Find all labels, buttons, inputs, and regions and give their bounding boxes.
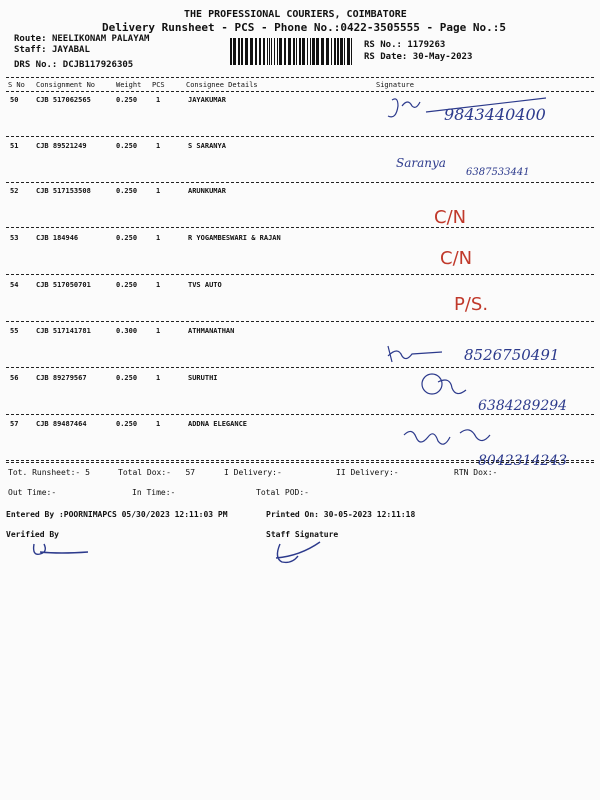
row-pcs: 1 xyxy=(156,420,161,428)
barcode-bar xyxy=(344,38,345,65)
row-sno: 52 xyxy=(10,187,19,195)
col-consignee: Consignee Details xyxy=(186,81,258,89)
rs-no-line xyxy=(364,40,445,50)
staff-signature-mark xyxy=(266,538,336,572)
row-weight: 0.250 xyxy=(116,96,138,104)
barcode-bar xyxy=(347,38,350,65)
signature-56 xyxy=(418,370,598,419)
col-sno: S No xyxy=(8,81,25,89)
col-signature: Signature xyxy=(376,81,414,89)
svg-text:C/N: C/N xyxy=(434,207,467,228)
verified-by: Verified By xyxy=(6,530,59,539)
row-sno: 56 xyxy=(10,374,19,382)
row-sno: 50 xyxy=(10,96,19,104)
totals-divider xyxy=(6,462,594,463)
drs-line xyxy=(14,60,133,70)
rs-no-value: 1179263 xyxy=(407,40,446,50)
barcode-bar xyxy=(312,38,315,65)
row-pcs: 1 xyxy=(156,234,161,242)
printed-on: Printed On: 30-05-2023 12:11:18 xyxy=(266,510,416,519)
barcode xyxy=(230,38,354,65)
barcode-bar xyxy=(299,38,301,65)
drs-value: DCJB117926305 xyxy=(62,60,134,70)
barcode-bar xyxy=(271,38,272,65)
ii-delivery: II Delivery:- xyxy=(336,468,399,477)
barcode-bar xyxy=(288,38,291,65)
svg-text:Saranya: Saranya xyxy=(396,156,446,170)
in-time: In Time:- xyxy=(132,488,176,497)
signature-55 xyxy=(384,340,584,374)
row-weight: 0.250 xyxy=(116,187,138,195)
verifier-signature xyxy=(30,540,100,564)
row-consignment-no: CJB 517153508 xyxy=(36,187,91,195)
signature-54 xyxy=(454,290,514,324)
row-consignee: SURUTHI xyxy=(188,374,218,382)
row-consignee: ARUNKUMAR xyxy=(188,187,226,195)
barcode-bar xyxy=(274,38,275,65)
barcode-bar xyxy=(267,38,268,65)
col-weight: Weight xyxy=(116,81,142,89)
row-pcs: 1 xyxy=(156,374,161,382)
barcode-bar xyxy=(230,38,232,65)
row-weight: 0.300 xyxy=(116,327,138,335)
row-sno: 53 xyxy=(10,234,19,242)
signature-53 xyxy=(440,244,500,278)
row-weight: 0.250 xyxy=(116,234,138,242)
signature-52 xyxy=(434,203,494,237)
total-dox xyxy=(118,468,195,477)
drs-label: DRS No.: xyxy=(14,60,58,70)
barcode-bar xyxy=(245,38,248,65)
row-consignment-no: CJB 89521249 xyxy=(36,142,87,150)
barcode-bar xyxy=(351,38,352,65)
signature-57 xyxy=(400,425,590,474)
i-delivery: I Delivery:- xyxy=(224,468,282,477)
entered-by: Entered By :POORNIMAPCS 05/30/2023 12:11:03 PM xyxy=(6,510,228,519)
row-consignment-no: CJB 517062565 xyxy=(36,96,91,104)
row-pcs: 1 xyxy=(156,327,161,335)
barcode-bar xyxy=(259,38,261,65)
row-weight: 0.250 xyxy=(116,142,138,150)
route-value: NEELIKONAM PALAYAM xyxy=(51,34,150,44)
row-sno: 55 xyxy=(10,327,19,335)
barcode-bar xyxy=(277,38,278,65)
row-consignment-no: CJB 517050701 xyxy=(36,281,91,289)
row-weight: 0.250 xyxy=(116,420,138,428)
barcode-bar xyxy=(316,38,319,65)
col-consignment: Consignment No xyxy=(36,81,96,89)
staff-label: Staff: xyxy=(14,45,47,55)
row-weight: 0.250 xyxy=(116,281,138,289)
rs-date-label: RS Date: xyxy=(364,52,408,62)
barcode-bar xyxy=(269,38,270,65)
row-consignment-no: CJB 517141781 xyxy=(36,327,91,335)
tot-runsheet: Tot. Runsheet:- 5 xyxy=(8,468,90,477)
rs-date-value: 30-May-2023 xyxy=(412,52,473,62)
total-pod: Total POD:- xyxy=(256,488,309,497)
total-dox-label: Total Dox:- xyxy=(118,468,171,477)
barcode-bar xyxy=(284,38,286,65)
total-dox-value: 57 xyxy=(185,468,196,477)
row-consignment-no: CJB 89487464 xyxy=(36,420,87,428)
row-divider xyxy=(6,227,594,228)
row-consignee: ADDNA ELEGANCE xyxy=(188,420,248,428)
row-pcs: 1 xyxy=(156,187,161,195)
barcode-bar xyxy=(331,38,332,65)
row-sno: 51 xyxy=(10,142,19,150)
col-pcs: PCS xyxy=(152,81,165,89)
rs-no-label: RS No.: xyxy=(364,40,402,50)
svg-text:P/S.: P/S. xyxy=(454,294,489,315)
rs-date-line xyxy=(364,52,472,62)
row-consignee: JAYAKUMAR xyxy=(188,96,226,104)
barcode-bar xyxy=(255,38,257,65)
barcode-bar xyxy=(326,38,329,65)
header-top-divider xyxy=(6,77,594,78)
svg-text:6387533441: 6387533441 xyxy=(466,167,530,178)
row-sno: 57 xyxy=(10,420,19,428)
row-divider xyxy=(6,274,594,275)
row-consignment-no: CJB 89279567 xyxy=(36,374,87,382)
svg-text:6384289294: 6384289294 xyxy=(478,398,568,414)
barcode-bar xyxy=(334,38,336,65)
barcode-bar xyxy=(321,38,324,65)
barcode-bar xyxy=(337,38,339,65)
svg-text:8042314243: 8042314243 xyxy=(478,453,568,469)
row-pcs: 1 xyxy=(156,281,161,289)
route-line xyxy=(14,34,149,44)
barcode-bar xyxy=(340,38,343,65)
row-pcs: 1 xyxy=(156,142,161,150)
row-consignee: R YOGAMBESWARI & RAJAN xyxy=(188,234,281,242)
barcode-bar xyxy=(310,38,311,65)
row-weight: 0.250 xyxy=(116,374,138,382)
row-consignee: TVS AUTO xyxy=(188,281,222,289)
barcode-bar xyxy=(293,38,295,65)
route-label: Route: xyxy=(14,34,47,44)
staff-signature-label: Staff Signature xyxy=(266,530,339,539)
staff-value: JAYABAL xyxy=(51,45,90,55)
svg-text:9843440400: 9843440400 xyxy=(444,105,546,124)
barcode-bar xyxy=(250,38,253,65)
row-consignment-no: CJB 184946 xyxy=(36,234,79,242)
signature-51 xyxy=(396,145,596,189)
signature-50 xyxy=(384,92,584,136)
svg-text:8526750491: 8526750491 xyxy=(464,346,560,364)
row-sno: 54 xyxy=(10,281,19,289)
barcode-bar xyxy=(296,38,297,65)
runsheet-title: Delivery Runsheet - PCS - Phone No.:0422-3505555 - Page No.:5 xyxy=(102,21,506,34)
out-time: Out Time:- xyxy=(8,488,57,497)
barcode-graphic xyxy=(230,38,354,65)
company-name: THE PROFESSIONAL COURIERS, COIMBATORE xyxy=(184,9,407,20)
barcode-bar xyxy=(233,38,236,65)
barcode-bar xyxy=(238,38,240,65)
row-consignee: ATHMANATHAN xyxy=(188,327,235,335)
barcode-bar xyxy=(302,38,305,65)
barcode-bar xyxy=(241,38,243,65)
barcode-bar xyxy=(279,38,282,65)
staff-line xyxy=(14,45,90,55)
rtn-dox: RTN Dox:- xyxy=(454,468,498,477)
row-consignee: S SARANYA xyxy=(188,142,226,150)
barcode-bar xyxy=(307,38,308,65)
row-pcs: 1 xyxy=(156,96,161,104)
barcode-bar xyxy=(263,38,265,65)
row-divider xyxy=(6,136,594,137)
svg-text:C/N: C/N xyxy=(440,248,473,269)
